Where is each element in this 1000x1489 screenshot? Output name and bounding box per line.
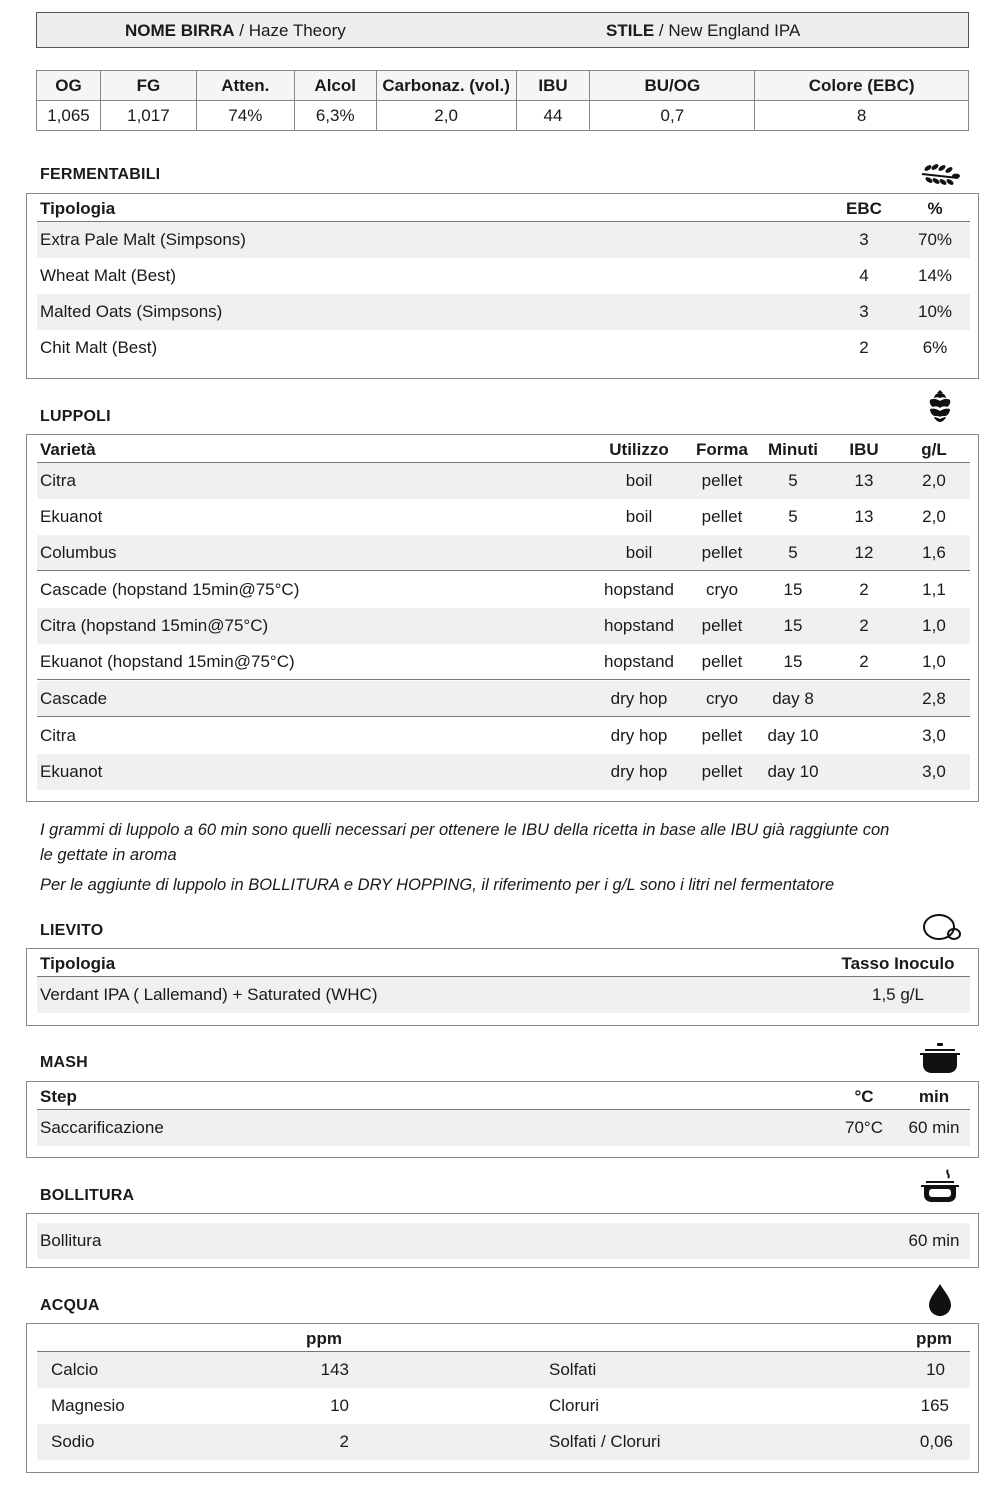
hop-variety: Citra xyxy=(40,471,76,490)
col-header-ppm-left: ppm xyxy=(306,1328,342,1348)
stat-header-og: OG xyxy=(37,71,101,101)
hop-use: hopstand xyxy=(604,651,674,671)
stat-value-ibu: 44 xyxy=(516,101,590,131)
malt-name: Chit Malt (Best) xyxy=(40,338,158,357)
hop-use: dry hop xyxy=(610,762,668,781)
hop-ibu: 13 xyxy=(854,471,874,490)
col-header-tipologia: Tipologia xyxy=(40,198,116,218)
col-header-ebc: EBC xyxy=(846,198,882,218)
col-header-min: min xyxy=(918,1086,950,1106)
hop-use: boil xyxy=(625,471,653,490)
table-row xyxy=(37,463,970,499)
boiling-pot-icon xyxy=(918,1168,962,1204)
section-title-mash: MASH xyxy=(40,1054,88,1071)
hop-variety: Ekuanot xyxy=(40,507,103,526)
separator: / xyxy=(234,21,249,40)
hop-use: boil xyxy=(625,507,653,526)
stat-value-carbonaz: 2,0 xyxy=(376,101,516,131)
stats-value-row xyxy=(37,101,969,131)
hop-notes xyxy=(40,818,960,898)
hop-ibu: 2 xyxy=(859,580,869,599)
yeast-rate: 1,5 g/L xyxy=(872,985,924,1004)
mash-minutes: 60 min xyxy=(908,1118,960,1137)
hop-minutes: 5 xyxy=(788,471,798,490)
table-row xyxy=(37,1110,970,1146)
note-line: Per le aggiunte di luppolo in BOLLITURA e DRY HOPPING, il riferimento per i g/L sono i litri nel fermentatore xyxy=(40,876,835,894)
ion-name: Solfati / Cloruri xyxy=(549,1432,661,1451)
ion-name: Cloruri xyxy=(549,1396,600,1415)
beer-name xyxy=(125,21,346,41)
hop-ibu: 13 xyxy=(854,507,874,526)
luppoli-header-row xyxy=(37,437,970,463)
ion-name: Solfati xyxy=(549,1360,597,1379)
hop-gl: 2,0 xyxy=(922,507,946,526)
beer-name-value: Haze Theory xyxy=(248,21,346,40)
hop-minutes: day 10 xyxy=(767,762,819,781)
hop-ibu: 12 xyxy=(854,542,874,562)
table-row xyxy=(37,977,970,1013)
separator: / xyxy=(654,21,669,40)
table-row xyxy=(37,222,970,258)
hop-use: hopstand xyxy=(604,616,674,635)
col-header-varieta: Varietà xyxy=(40,439,96,459)
hop-form: cryo xyxy=(705,688,739,708)
hop-ibu: 2 xyxy=(859,651,869,671)
hop-gl: 1,1 xyxy=(922,580,946,599)
mash-table xyxy=(26,1081,979,1158)
recipe-title-bar xyxy=(36,12,969,48)
beer-name-label: NOME BIRRA xyxy=(125,21,235,40)
malt-pct: 10% xyxy=(917,302,953,321)
hop-ibu: 2 xyxy=(859,616,869,635)
hop-form: cryo xyxy=(705,580,739,599)
hop-variety: Ekuanot (hopstand 15min@75°C) xyxy=(40,651,295,671)
boil-name: Bollitura xyxy=(40,1231,102,1250)
malt-ebc: 3 xyxy=(859,230,869,249)
hop-gl: 1,6 xyxy=(922,542,946,562)
lievito-header-row xyxy=(37,951,970,977)
stat-header-fg: FG xyxy=(100,71,196,101)
hop-minutes: day 10 xyxy=(767,726,819,745)
col-header-tipologia: Tipologia xyxy=(40,953,116,973)
col-header-minuti: Minuti xyxy=(767,439,819,459)
hop-minutes: 15 xyxy=(783,580,803,599)
hop-use: boil xyxy=(625,542,653,562)
section-title-lievito: LIEVITO xyxy=(40,922,104,939)
stats-header-row xyxy=(37,71,969,101)
section-title-fermentabili: FERMENTABILI xyxy=(40,166,161,183)
mash-temp: 70°C xyxy=(845,1118,883,1137)
hop-gl: 2,8 xyxy=(922,688,946,708)
hop-minutes: day 8 xyxy=(772,688,814,708)
mash-step: Saccarificazione xyxy=(40,1118,164,1137)
col-header-celsius: °C xyxy=(854,1086,874,1106)
beer-style-label: STILE xyxy=(606,21,655,40)
table-row xyxy=(37,754,970,790)
col-header-ppm-right: ppm xyxy=(916,1328,952,1348)
hop-variety: Citra xyxy=(40,726,76,745)
col-header-tasso-inoculo: Tasso Inoculo xyxy=(841,953,955,973)
hop-minutes: 15 xyxy=(783,651,803,671)
table-row xyxy=(37,1223,970,1259)
table-row xyxy=(37,330,970,366)
hop-form: pellet xyxy=(701,762,743,781)
table-row xyxy=(37,718,970,754)
hop-minutes: 5 xyxy=(788,542,798,562)
fermentabili-table xyxy=(26,193,979,379)
hop-use: hopstand xyxy=(604,580,674,599)
malt-name: Malted Oats (Simpsons) xyxy=(40,302,223,321)
pot-icon xyxy=(918,1040,962,1076)
ion-value: 10 xyxy=(330,1396,349,1415)
mash-header-row xyxy=(37,1084,970,1110)
hop-gl: 3,0 xyxy=(922,762,946,781)
ion-value: 2 xyxy=(339,1432,349,1451)
col-header-ibu: IBU xyxy=(849,439,879,459)
stat-value-colore: 8 xyxy=(755,101,969,131)
stat-value-fg: 1,017 xyxy=(100,101,196,131)
section-title-bollitura: BOLLITURA xyxy=(40,1187,135,1204)
luppoli-table xyxy=(26,434,979,802)
hop-form: pellet xyxy=(701,616,743,635)
yeast-name: Verdant IPA ( Lallemand) + Saturated (WHC) xyxy=(40,985,378,1004)
malt-pct: 14% xyxy=(917,266,953,285)
stat-header-carbonaz: Carbonaz. (vol.) xyxy=(376,71,516,101)
malt-name: Extra Pale Malt (Simpsons) xyxy=(40,230,246,249)
col-header-step: Step xyxy=(40,1086,77,1106)
stat-header-colore: Colore (EBC) xyxy=(755,71,969,101)
malt-ebc: 3 xyxy=(859,302,869,321)
hop-variety: Citra (hopstand 15min@75°C) xyxy=(40,616,269,635)
stats-table xyxy=(36,70,969,131)
table-row xyxy=(37,644,970,680)
stat-value-alcol: 6,3% xyxy=(294,101,376,131)
stat-value-buog: 0,7 xyxy=(590,101,755,131)
hop-variety: Cascade xyxy=(40,688,108,708)
stat-header-ibu: IBU xyxy=(516,71,590,101)
malt-pct: 70% xyxy=(917,230,953,249)
table-row xyxy=(37,681,970,717)
table-row xyxy=(37,1352,970,1388)
table-row xyxy=(37,572,970,608)
malt-name: Wheat Malt (Best) xyxy=(40,266,177,285)
table-row xyxy=(37,294,970,330)
hop-form: pellet xyxy=(701,471,743,490)
hop-gl: 1,0 xyxy=(922,651,946,671)
stat-header-atten: Atten. xyxy=(196,71,294,101)
note-line: le gettate in aroma xyxy=(40,846,177,864)
hop-minutes: 15 xyxy=(783,616,803,635)
table-row xyxy=(37,258,970,294)
hop-icon xyxy=(918,388,962,424)
col-header-utilizzo: Utilizzo xyxy=(609,439,669,459)
stat-header-buog: BU/OG xyxy=(590,71,755,101)
note-line: I grammi di luppolo a 60 min sono quelli necessari per ottenere le IBU della ricetta in base alle IBU già raggiunte con xyxy=(40,821,890,839)
wheat-icon xyxy=(918,154,962,190)
ion-value: 165 xyxy=(920,1396,949,1415)
ion-value: 0,06 xyxy=(919,1432,953,1451)
section-title-luppoli: LUPPOLI xyxy=(40,408,111,425)
malt-ebc: 4 xyxy=(859,266,869,285)
hop-form: pellet xyxy=(701,542,743,562)
col-header-pct: % xyxy=(927,198,943,218)
fermentabili-header-row xyxy=(37,196,970,222)
ion-name: Sodio xyxy=(51,1432,95,1451)
table-row xyxy=(37,535,970,571)
acqua-header-row xyxy=(37,1326,970,1352)
acqua-table xyxy=(26,1323,979,1473)
ion-value: 10 xyxy=(926,1360,945,1379)
table-row xyxy=(37,499,970,535)
hop-minutes: 5 xyxy=(788,507,798,526)
ion-name: Calcio xyxy=(51,1360,99,1379)
table-row xyxy=(37,1388,970,1424)
beer-style-value: New England IPA xyxy=(668,21,801,40)
bollitura-table xyxy=(26,1213,979,1268)
stat-header-alcol: Alcol xyxy=(294,71,376,101)
table-row xyxy=(37,608,970,644)
hop-variety: Ekuanot xyxy=(40,762,103,781)
hop-use: dry hop xyxy=(610,688,668,708)
col-header-gl: g/L xyxy=(921,439,947,459)
lievito-table xyxy=(26,948,979,1026)
water-drop-icon xyxy=(918,1282,962,1318)
hop-gl: 1,0 xyxy=(922,616,946,635)
boil-minutes: 60 min xyxy=(908,1231,960,1250)
ion-name: Magnesio xyxy=(51,1396,125,1415)
hop-gl: 2,0 xyxy=(922,471,946,490)
hop-form: pellet xyxy=(701,651,743,671)
col-header-forma: Forma xyxy=(696,439,748,459)
hop-use: dry hop xyxy=(610,726,668,745)
ion-value: 143 xyxy=(320,1360,349,1379)
stat-value-og: 1,065 xyxy=(37,101,101,131)
malt-ebc: 2 xyxy=(859,338,869,357)
stat-value-atten: 74% xyxy=(196,101,294,131)
section-title-acqua: ACQUA xyxy=(40,1297,100,1314)
malt-pct: 6% xyxy=(922,338,948,357)
hop-form: pellet xyxy=(701,726,743,745)
hop-variety: Columbus xyxy=(40,542,117,562)
hop-gl: 3,0 xyxy=(922,726,946,745)
yeast-icon xyxy=(918,910,962,946)
beer-style xyxy=(606,21,800,41)
table-row xyxy=(37,1424,970,1460)
hop-variety: Cascade (hopstand 15min@75°C) xyxy=(40,580,300,599)
hop-form: pellet xyxy=(701,507,743,526)
